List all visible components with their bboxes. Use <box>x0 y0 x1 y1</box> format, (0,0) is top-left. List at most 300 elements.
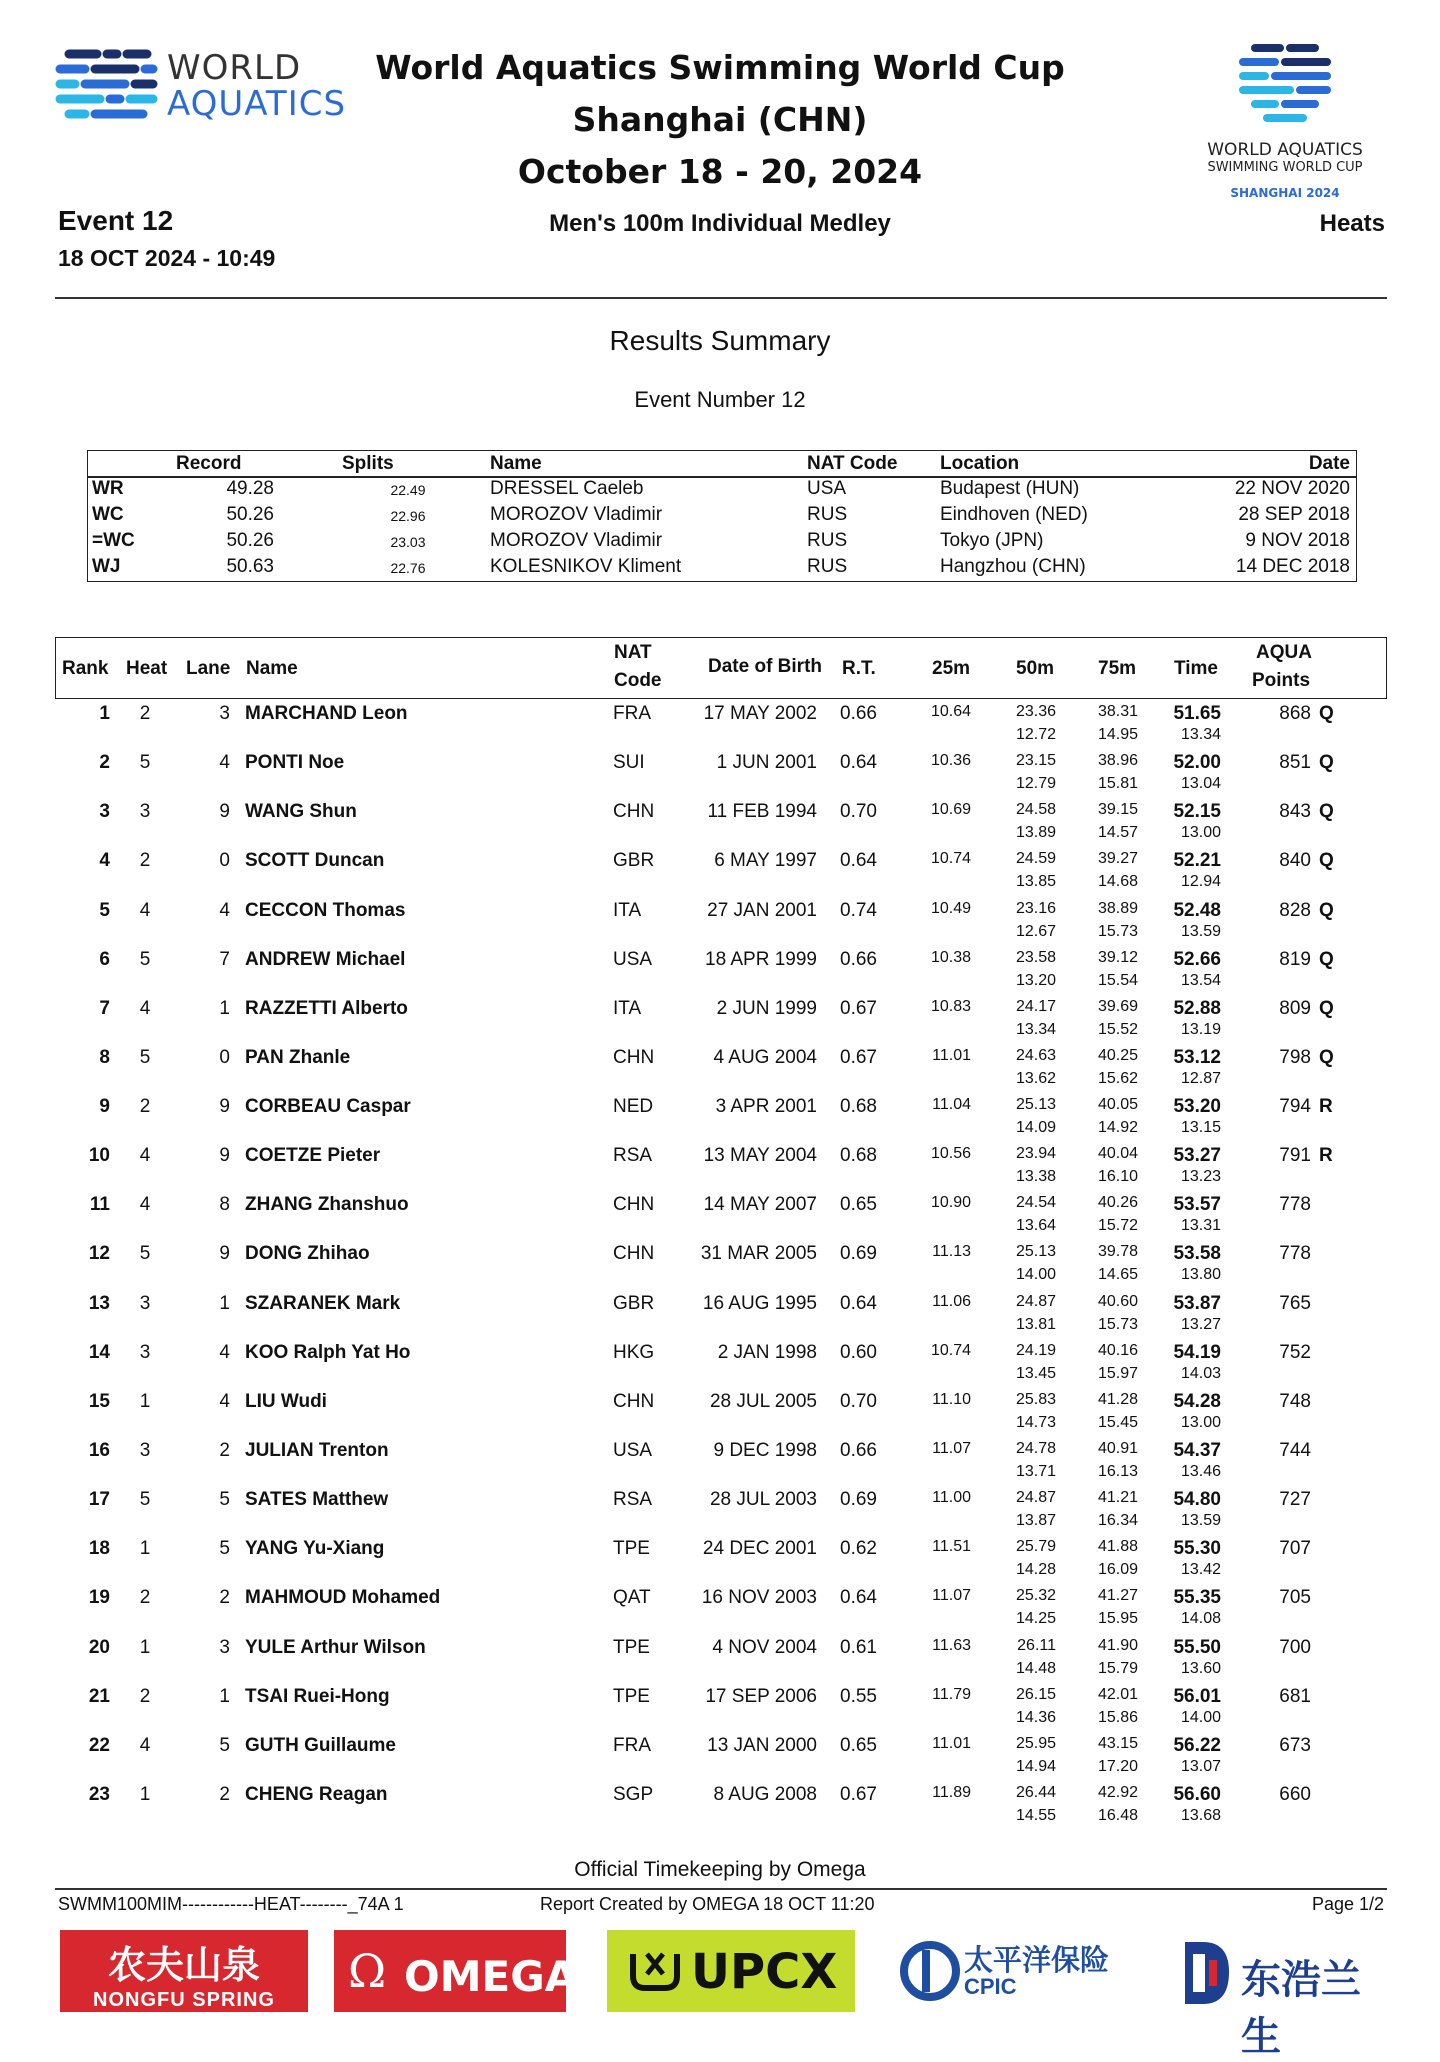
reaction-time: 0.69 <box>840 1489 877 1511</box>
split-50m: 25.13 <box>1015 1243 1056 1261</box>
record-row <box>88 530 1356 556</box>
heat-cell: 4 <box>139 899 151 921</box>
lane-cell: 4 <box>219 1390 230 1412</box>
athlete-name: WANG Shun <box>245 801 357 823</box>
athlete-name: ANDREW Michael <box>245 948 406 970</box>
reaction-time: 0.68 <box>840 1096 877 1117</box>
rank-cell: 3 <box>99 801 110 823</box>
title-line-2: Shanghai (CHN) <box>572 100 868 139</box>
heat-cell: 3 <box>139 1440 151 1461</box>
athlete-name: YULE Arthur Wilson <box>245 1636 426 1658</box>
split-25m: 11.10 <box>932 1390 971 1408</box>
split-75m: 40.26 <box>1097 1194 1138 1212</box>
lap-100m: 13.23 <box>1180 1168 1221 1186</box>
event-label: Event 12 <box>58 205 174 236</box>
cpic-icon <box>900 1936 960 2006</box>
lap-100m: 14.00 <box>1180 1708 1221 1726</box>
lap-50m: 13.87 <box>1015 1512 1056 1530</box>
athlete-name: PAN Zhanle <box>245 1046 351 1068</box>
date-of-birth: 17 MAY 2002 <box>703 703 817 724</box>
reaction-time: 0.67 <box>840 997 877 1019</box>
lap-75m: 15.95 <box>1097 1610 1138 1628</box>
split-75m: 42.01 <box>1097 1685 1138 1703</box>
qualification-mark: R <box>1319 1145 1333 1167</box>
aqua-points: 851 <box>1279 752 1311 774</box>
split-75m: 40.91 <box>1097 1440 1138 1457</box>
aqua-points: 681 <box>1279 1685 1311 1707</box>
record-nat: USA <box>807 478 847 499</box>
lap-100m: 14.08 <box>1180 1610 1221 1628</box>
sponsor-cpic-chinese: 太平洋保险 <box>964 1943 1110 1977</box>
date-of-birth: 9 DEC 1998 <box>713 1440 817 1461</box>
reaction-time: 0.70 <box>840 1390 877 1412</box>
records-header-splits: Splits <box>342 453 394 474</box>
nat-code: RSA <box>613 1489 653 1511</box>
athlete-name: KOO Ralph Yat Ho <box>245 1341 411 1363</box>
nat-code: CHN <box>613 1390 655 1412</box>
aqua-points: 660 <box>1279 1783 1311 1805</box>
record-nat: RUS <box>807 556 848 577</box>
lane-cell: 9 <box>219 801 230 823</box>
heat-cell: 2 <box>139 703 151 724</box>
heat-cell: 1 <box>139 1538 151 1560</box>
result-row <box>55 1239 1387 1288</box>
lap-100m: 13.00 <box>1180 1413 1221 1431</box>
qualification-mark: Q <box>1319 1046 1334 1068</box>
aqua-points: 840 <box>1279 850 1311 872</box>
date-of-birth: 2 JUN 1999 <box>716 997 817 1019</box>
report-created: Report Created by OMEGA 18 OCT 11:20 <box>540 1894 875 1914</box>
records-table <box>87 450 1357 582</box>
split-50m: 23.94 <box>1015 1145 1056 1163</box>
split-25m: 11.51 <box>932 1538 971 1556</box>
header-50m: 50m <box>1016 658 1055 679</box>
split-50m: 25.32 <box>1015 1587 1056 1605</box>
lap-75m: 15.97 <box>1097 1364 1138 1382</box>
split-75m: 40.16 <box>1097 1341 1138 1359</box>
reaction-time: 0.61 <box>840 1636 877 1658</box>
lane-cell: 0 <box>219 850 230 872</box>
rank-cell: 19 <box>88 1587 110 1609</box>
split-25m: 10.64 <box>930 703 971 720</box>
heat-cell: 5 <box>139 1046 151 1068</box>
title-line-3: October 18 - 20, 2024 <box>517 152 923 191</box>
split-75m: 39.15 <box>1097 801 1138 819</box>
aqua-points: 828 <box>1279 899 1311 921</box>
rank-cell: 21 <box>88 1685 110 1707</box>
lane-cell: 9 <box>219 1145 230 1167</box>
header-rt: R.T. <box>842 658 876 679</box>
lap-100m: 12.94 <box>1180 873 1221 891</box>
heat-cell: 4 <box>139 997 151 1019</box>
lap-100m: 13.68 <box>1180 1806 1221 1824</box>
rank-cell: 12 <box>88 1243 110 1265</box>
lap-100m: 13.80 <box>1180 1266 1221 1284</box>
result-row <box>55 896 1387 945</box>
nat-code: QAT <box>613 1587 651 1609</box>
lane-cell: 1 <box>219 1292 230 1314</box>
header-75m: 75m <box>1098 658 1137 679</box>
lap-50m: 13.62 <box>1015 1069 1056 1087</box>
badge-line-2: SWIMMING WORLD CUP <box>1207 160 1363 175</box>
lane-cell: 1 <box>219 997 230 1019</box>
aqua-points: 700 <box>1279 1636 1311 1658</box>
final-time: 54.80 <box>1173 1489 1221 1511</box>
lap-75m: 15.52 <box>1097 1020 1138 1038</box>
final-time: 52.15 <box>1173 801 1221 823</box>
nat-code: USA <box>613 948 653 970</box>
result-row <box>55 748 1387 797</box>
lap-100m: 13.34 <box>1180 726 1221 743</box>
split-50m: 24.54 <box>1015 1194 1056 1212</box>
result-row <box>55 1780 1387 1829</box>
final-time: 51.65 <box>1173 703 1221 724</box>
lap-100m: 13.42 <box>1180 1561 1221 1579</box>
aqua-points: 705 <box>1279 1587 1311 1609</box>
lap-75m: 15.54 <box>1097 971 1138 989</box>
athlete-name: LIU Wudi <box>245 1390 327 1412</box>
lap-100m: 13.60 <box>1180 1659 1221 1677</box>
date-of-birth: 6 MAY 1997 <box>714 850 817 872</box>
split-25m: 10.74 <box>930 1341 971 1359</box>
lap-50m: 13.34 <box>1015 1020 1056 1038</box>
split-25m: 10.36 <box>930 752 971 770</box>
rank-cell: 16 <box>88 1440 110 1461</box>
page-number: Page 1/2 <box>1311 1894 1384 1914</box>
sponsor-upcx <box>607 1930 855 2012</box>
lap-50m: 12.72 <box>1015 726 1056 743</box>
lane-cell: 4 <box>219 899 230 921</box>
final-time: 53.58 <box>1173 1243 1221 1265</box>
split-25m: 11.01 <box>932 1734 971 1752</box>
rank-cell: 13 <box>88 1292 110 1314</box>
lap-75m: 16.10 <box>1097 1168 1138 1186</box>
result-row <box>55 1583 1387 1632</box>
final-time: 53.12 <box>1173 1046 1221 1068</box>
split-25m: 10.56 <box>930 1145 971 1163</box>
lap-75m: 15.45 <box>1097 1413 1138 1431</box>
split-25m: 11.04 <box>932 1096 971 1113</box>
nat-code: HKG <box>613 1341 655 1363</box>
lane-cell: 5 <box>219 1489 230 1511</box>
heat-cell: 2 <box>139 1685 151 1707</box>
lap-75m: 16.13 <box>1097 1463 1138 1480</box>
lap-75m: 17.20 <box>1097 1757 1138 1775</box>
reaction-time: 0.67 <box>840 1046 877 1068</box>
results-table <box>55 699 1387 1829</box>
reaction-time: 0.66 <box>840 1440 877 1461</box>
aqua-points: 752 <box>1279 1341 1311 1363</box>
nat-code: FRA <box>613 703 651 724</box>
lap-100m: 12.87 <box>1180 1069 1221 1087</box>
split-50m: 26.15 <box>1015 1685 1056 1703</box>
event-datetime: 18 OCT 2024 - 10:49 <box>58 245 276 271</box>
result-row <box>55 846 1387 895</box>
sponsor-cpic <box>900 1930 1130 2012</box>
result-row <box>55 1043 1387 1092</box>
lap-75m: 15.73 <box>1097 922 1138 940</box>
header-lane: Lane <box>186 658 231 679</box>
final-time: 56.22 <box>1173 1734 1221 1756</box>
lap-50m: 13.89 <box>1015 824 1056 842</box>
split-50m: 25.13 <box>1015 1096 1056 1113</box>
sponsor-nongfu-english: NONGFU SPRING <box>93 1989 275 2011</box>
final-time: 52.66 <box>1173 948 1221 970</box>
split-50m: 25.83 <box>1015 1390 1056 1408</box>
lane-cell: 5 <box>219 1538 230 1560</box>
reaction-time: 0.66 <box>840 703 877 724</box>
reaction-time: 0.65 <box>840 1194 877 1216</box>
aqua-points: 778 <box>1279 1194 1311 1216</box>
record-nat: RUS <box>807 530 848 551</box>
final-time: 55.35 <box>1173 1587 1221 1609</box>
record-row <box>88 504 1356 530</box>
result-row <box>55 797 1387 846</box>
date-of-birth: 8 AUG 2008 <box>713 1783 817 1805</box>
world-cup-icon <box>1235 40 1335 130</box>
result-row <box>55 1633 1387 1682</box>
final-time: 54.19 <box>1173 1341 1221 1363</box>
result-row <box>55 1092 1387 1141</box>
athlete-name: MARCHAND Leon <box>245 703 408 724</box>
record-date: 9 NOV 2018 <box>1245 530 1350 551</box>
lap-75m: 15.79 <box>1097 1659 1138 1677</box>
split-25m: 11.79 <box>932 1685 971 1703</box>
athlete-name: SCOTT Duncan <box>245 850 385 872</box>
lap-75m: 15.73 <box>1097 1315 1138 1333</box>
aqua-points: 794 <box>1279 1096 1311 1117</box>
result-row <box>55 1534 1387 1583</box>
lap-50m: 13.38 <box>1015 1168 1056 1186</box>
nat-code: FRA <box>613 1734 651 1756</box>
record-location: Hangzhou (CHN) <box>940 556 1086 577</box>
heat-cell: 5 <box>139 948 151 970</box>
athlete-name: CHENG Reagan <box>245 1783 388 1805</box>
sponsor-omega <box>334 1930 578 2012</box>
final-time: 53.27 <box>1173 1145 1221 1167</box>
lap-75m: 15.86 <box>1097 1708 1138 1726</box>
records-header-nat: NAT Code <box>807 453 898 474</box>
lane-cell: 4 <box>219 1341 230 1363</box>
split-75m: 41.88 <box>1097 1538 1138 1556</box>
aqua-points: 778 <box>1279 1243 1311 1265</box>
reaction-time: 0.64 <box>840 850 877 872</box>
reaction-time: 0.64 <box>840 1292 877 1314</box>
split-50m: 24.78 <box>1015 1440 1056 1457</box>
split-50m: 26.11 <box>1017 1636 1056 1654</box>
rank-cell: 23 <box>88 1783 110 1805</box>
lap-100m: 13.00 <box>1180 824 1221 842</box>
result-row <box>55 1387 1387 1436</box>
split-50m: 23.36 <box>1015 703 1056 720</box>
lap-100m: 13.15 <box>1180 1119 1221 1136</box>
record-split: 22.96 <box>390 508 426 524</box>
heat-cell: 2 <box>139 1096 151 1117</box>
lap-100m: 13.59 <box>1180 922 1221 940</box>
aqua-points: 868 <box>1279 703 1311 724</box>
split-25m: 11.13 <box>932 1243 971 1261</box>
qualification-mark: Q <box>1319 899 1334 921</box>
rank-cell: 18 <box>88 1538 110 1560</box>
lap-100m: 13.07 <box>1180 1757 1221 1775</box>
athlete-name: YANG Yu-Xiang <box>245 1538 385 1560</box>
heat-cell: 1 <box>139 1636 151 1658</box>
split-75m: 39.69 <box>1097 997 1138 1015</box>
rank-cell: 4 <box>99 850 110 872</box>
date-of-birth: 27 JAN 2001 <box>707 899 817 921</box>
lap-50m: 14.36 <box>1015 1708 1056 1726</box>
lap-50m: 14.55 <box>1015 1806 1056 1824</box>
aqua-points: 673 <box>1279 1734 1311 1756</box>
event-phase: Heats <box>1319 210 1385 237</box>
lane-cell: 7 <box>219 948 230 970</box>
lane-cell: 9 <box>219 1243 230 1265</box>
final-time: 52.88 <box>1173 997 1221 1019</box>
logo-text-aquatics: AQUATICS <box>167 84 347 124</box>
lap-50m: 14.00 <box>1015 1266 1056 1284</box>
qualification-mark: Q <box>1319 850 1334 872</box>
header-name: Name <box>246 658 298 679</box>
split-75m: 39.12 <box>1097 948 1138 966</box>
lap-75m: 16.48 <box>1097 1806 1138 1824</box>
aqua-points: 765 <box>1279 1292 1311 1314</box>
final-time: 54.28 <box>1173 1390 1221 1412</box>
split-50m: 24.63 <box>1015 1046 1056 1064</box>
lap-50m: 12.67 <box>1015 922 1056 940</box>
page-title <box>360 42 1080 198</box>
record-split: 22.49 <box>390 482 426 498</box>
records-header-location: Location <box>940 453 1020 474</box>
record-row <box>88 556 1356 582</box>
donghao-icon <box>1175 1936 1235 2010</box>
split-75m: 40.04 <box>1097 1145 1138 1163</box>
lane-cell: 2 <box>219 1783 230 1805</box>
reaction-time: 0.65 <box>840 1734 877 1756</box>
nat-code: SUI <box>613 752 645 774</box>
aqua-points: 707 <box>1279 1538 1311 1560</box>
lane-cell: 2 <box>219 1587 230 1609</box>
summary-title: Results Summary <box>609 325 831 356</box>
lane-cell: 8 <box>219 1194 230 1216</box>
record-split: 22.76 <box>390 560 426 576</box>
nat-code: GBR <box>613 850 655 872</box>
sponsor-omega-text: OMEGA <box>404 1952 578 2001</box>
lap-50m: 13.64 <box>1015 1217 1056 1235</box>
lap-75m: 15.81 <box>1097 775 1138 793</box>
record-time: 50.63 <box>226 556 274 577</box>
record-code: WC <box>92 504 124 525</box>
aqua-points: 748 <box>1279 1390 1311 1412</box>
lap-100m: 13.54 <box>1180 971 1221 989</box>
split-50m: 23.58 <box>1015 948 1056 966</box>
split-50m: 23.16 <box>1015 899 1056 917</box>
lap-100m: 13.59 <box>1180 1512 1221 1530</box>
split-75m: 41.28 <box>1097 1390 1138 1408</box>
nat-code: SGP <box>613 1783 654 1805</box>
athlete-name: ZHANG Zhanshuo <box>245 1194 409 1216</box>
records-header-date: Date <box>1308 453 1350 474</box>
heat-cell: 2 <box>139 1587 151 1609</box>
rank-cell: 8 <box>99 1046 110 1068</box>
split-75m: 41.27 <box>1097 1587 1138 1605</box>
sponsor-donghao-lansheng <box>1175 1930 1390 2060</box>
split-25m: 10.90 <box>930 1194 971 1212</box>
nat-code: ITA <box>613 899 642 921</box>
nat-code: TPE <box>613 1636 650 1658</box>
date-of-birth: 14 MAY 2007 <box>703 1194 817 1216</box>
lap-75m: 16.09 <box>1097 1561 1138 1579</box>
lap-100m: 13.46 <box>1180 1463 1221 1480</box>
header-nat-line2: Code <box>614 670 662 691</box>
lane-cell: 9 <box>219 1096 230 1117</box>
record-code: WR <box>92 478 124 499</box>
date-of-birth: 16 AUG 1995 <box>702 1292 817 1314</box>
final-time: 56.60 <box>1173 1783 1221 1805</box>
omega-icon: Ω <box>348 1944 387 1998</box>
athlete-name: SATES Matthew <box>245 1489 389 1511</box>
header-points-line2: Points <box>1252 670 1311 691</box>
rank-cell: 17 <box>88 1489 110 1511</box>
result-row <box>55 699 1387 748</box>
nat-code: CHN <box>613 1194 655 1216</box>
lap-75m: 14.92 <box>1097 1119 1138 1136</box>
final-time: 55.30 <box>1173 1538 1221 1560</box>
reaction-time: 0.55 <box>840 1685 877 1707</box>
rank-cell: 5 <box>99 899 110 921</box>
qualification-mark: Q <box>1319 703 1334 724</box>
world-cup-badge <box>1170 40 1400 205</box>
athlete-name: RAZZETTI Alberto <box>245 997 408 1019</box>
sponsor-cpic-english: CPIC <box>964 1974 1017 1999</box>
split-25m: 11.06 <box>932 1292 971 1310</box>
record-holder: MOROZOV Vladimir <box>490 530 663 551</box>
header-25m: 25m <box>932 658 971 679</box>
date-of-birth: 16 NOV 2003 <box>701 1587 817 1609</box>
athlete-name: TSAI Ruei-Hong <box>245 1685 390 1707</box>
heat-cell: 3 <box>139 1341 151 1363</box>
date-of-birth: 3 APR 2001 <box>715 1096 817 1117</box>
lap-100m: 13.27 <box>1180 1315 1221 1333</box>
lap-75m: 14.65 <box>1097 1266 1138 1284</box>
record-holder: KOLESNIKOV Kliment <box>490 556 682 577</box>
date-of-birth: 18 APR 1999 <box>705 948 817 970</box>
result-row <box>55 994 1387 1043</box>
heat-cell: 3 <box>139 801 151 823</box>
final-time: 52.21 <box>1173 850 1221 872</box>
split-50m: 23.15 <box>1015 752 1056 770</box>
nat-code: USA <box>613 1440 653 1461</box>
date-of-birth: 13 MAY 2004 <box>703 1145 817 1167</box>
split-50m: 24.58 <box>1015 801 1056 819</box>
header-dob: Date of Birth <box>708 656 822 677</box>
reaction-time: 0.64 <box>840 752 877 774</box>
lap-75m: 14.68 <box>1097 873 1138 891</box>
lap-50m: 13.81 <box>1015 1315 1056 1333</box>
record-location: Eindhoven (NED) <box>940 504 1088 525</box>
split-25m: 10.49 <box>930 899 971 917</box>
split-25m: 11.63 <box>932 1636 971 1654</box>
lane-cell: 0 <box>219 1046 230 1068</box>
date-of-birth: 28 JUL 2003 <box>709 1489 817 1511</box>
qualification-mark: R <box>1319 1096 1333 1117</box>
lap-50m: 14.48 <box>1015 1659 1056 1677</box>
lap-50m: 13.45 <box>1015 1364 1056 1382</box>
record-code: WJ <box>92 556 121 577</box>
split-75m: 38.31 <box>1097 703 1138 720</box>
logo-text-world: WORLD <box>167 48 302 88</box>
header-points-line1: AQUA <box>1256 642 1312 663</box>
nat-code: NED <box>613 1096 654 1117</box>
